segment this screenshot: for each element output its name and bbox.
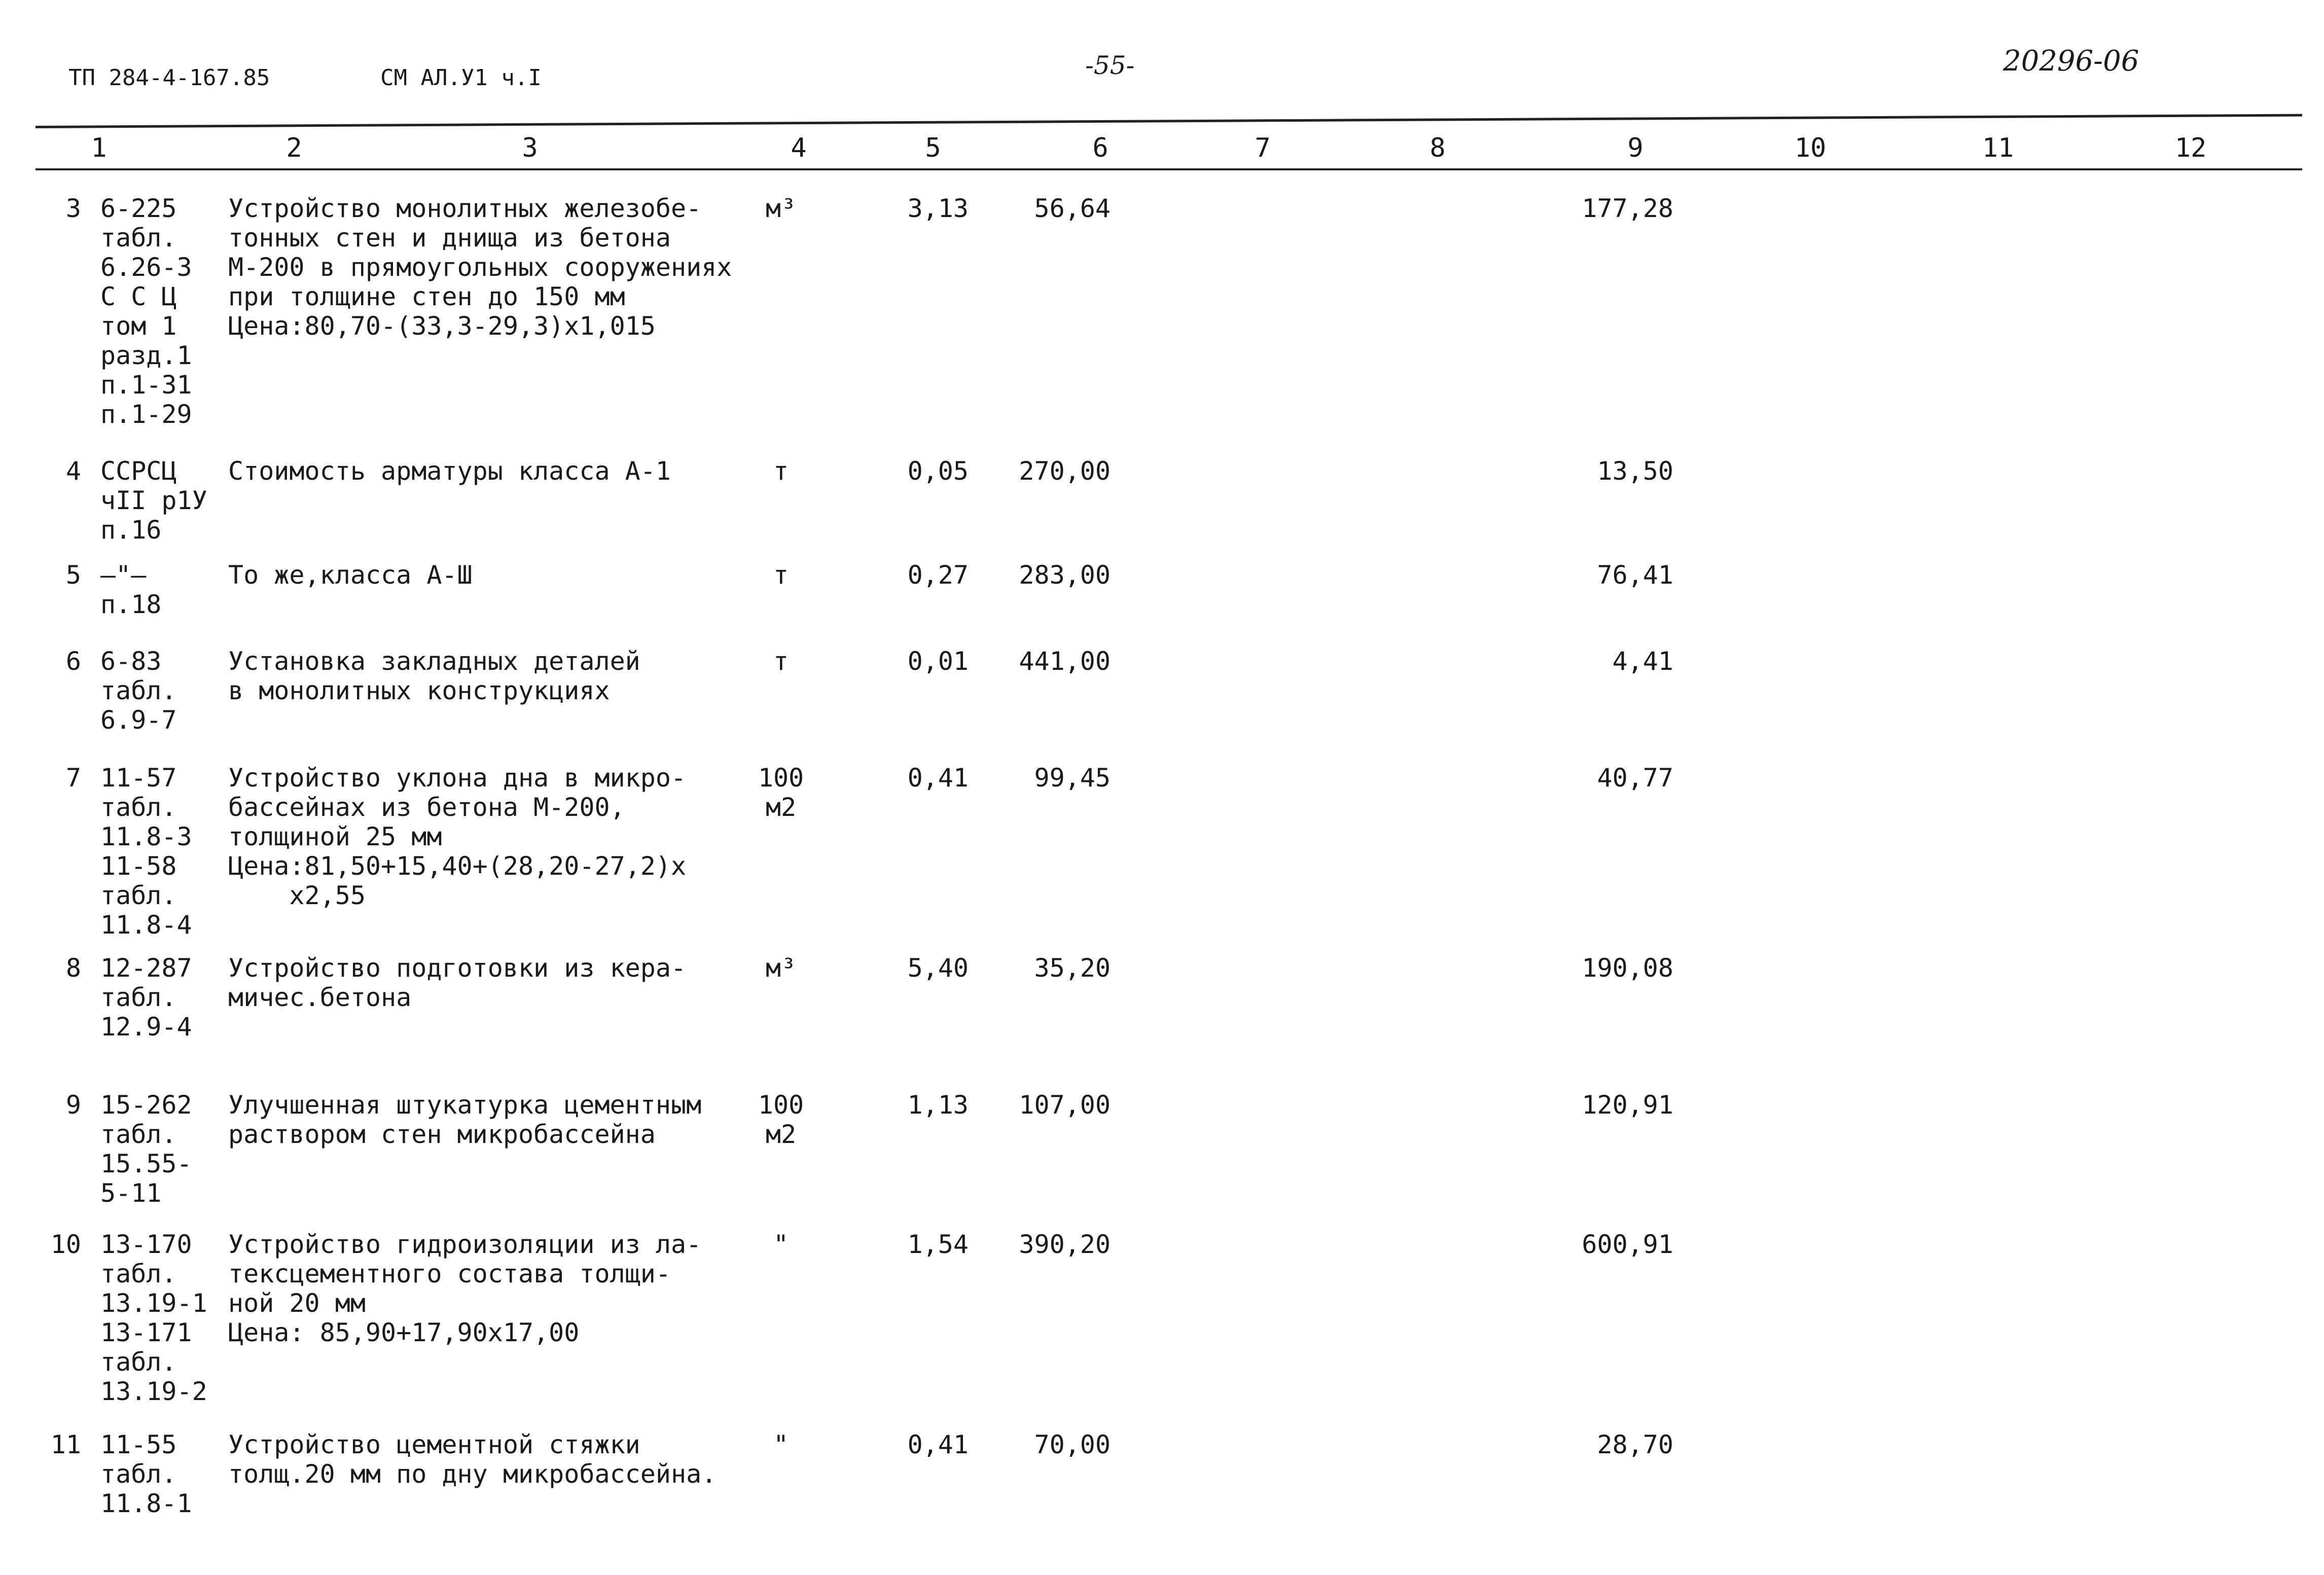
row-number: 10 (50, 1230, 81, 1259)
total-cost: 76,41 (1597, 560, 1673, 590)
rate-code-line: 11.8-3 (100, 822, 192, 851)
total-cost: 13,50 (1597, 456, 1673, 486)
rate-code-line: табл. (100, 793, 177, 822)
unit-price: 35,20 (1034, 953, 1111, 983)
total-cost: 120,91 (1582, 1090, 1673, 1120)
rate-code-line: 12.9-4 (100, 1012, 192, 1042)
row-number: 7 (65, 763, 81, 793)
rate-code (100, 647, 247, 735)
quantity: 5,40 (907, 953, 969, 983)
work-description-line: То же,класса А-Ш (228, 560, 473, 590)
rate-code-line: разд.1 (100, 341, 192, 370)
rate-code-line: п.1-31 (100, 370, 192, 400)
work-description-line: при толщине стен до 150 мм (228, 282, 625, 311)
column-number-12: 12 (2174, 133, 2207, 163)
rate-code-line: 13.19-2 (100, 1377, 207, 1406)
rate-code-line: том 1 (100, 311, 177, 341)
rate-code-line: 6-83 (100, 647, 162, 676)
rate-code-line: п.1-29 (100, 400, 192, 429)
unit: т (773, 647, 789, 676)
total-cost: 40,77 (1597, 763, 1673, 793)
row-number: 11 (50, 1430, 81, 1459)
rate-code (100, 953, 247, 1042)
total-cost: 177,28 (1582, 194, 1673, 223)
work-description (228, 194, 786, 341)
work-description (228, 647, 786, 705)
rate-code-line: 11.8-4 (100, 910, 192, 940)
header-rule-bottom (35, 168, 2302, 170)
rate-code-line: п.16 (100, 515, 162, 545)
rate-code-line: 11-57 (100, 763, 177, 793)
work-description (228, 1090, 786, 1149)
rate-code (100, 456, 247, 545)
rate-code-line: С С Ц (100, 282, 177, 311)
rate-code-line: 11-55 (100, 1430, 177, 1459)
quantity: 0,05 (907, 456, 969, 486)
work-description-line: Цена: 85,90+17,90x17,00 (228, 1318, 580, 1347)
work-description (228, 763, 786, 910)
work-description-line: Устройство уклона дна в микро- (228, 763, 687, 793)
quantity: 0,41 (907, 763, 969, 793)
unit: 100 м2 (758, 1090, 804, 1149)
column-number-1: 1 (91, 133, 107, 163)
quantity: 0,27 (907, 560, 969, 590)
work-description-line: Установка закладных деталей (228, 647, 640, 676)
rate-code-line: 5-11 (100, 1178, 162, 1208)
doc-code: ТП 284-4-167.85 (68, 65, 270, 91)
rate-code-line: табл. (100, 1347, 177, 1377)
rate-code (100, 1090, 247, 1208)
column-number-6: 6 (1092, 133, 1109, 163)
rate-code-line: 11-58 (100, 851, 177, 881)
rate-code-line: табл. (100, 1259, 177, 1288)
rate-code-line: 13-171 (100, 1318, 192, 1347)
quantity: 0,41 (907, 1430, 969, 1459)
unit: т (773, 560, 789, 590)
row-number: 4 (65, 456, 81, 486)
column-number-9: 9 (1627, 133, 1643, 163)
column-number-11: 11 (1982, 133, 2014, 163)
column-number-5: 5 (925, 133, 941, 163)
work-description-line: Устройство гидроизоляции из ла- (228, 1230, 702, 1259)
rate-code-line: п.18 (100, 590, 162, 619)
total-cost: 4,41 (1612, 647, 1673, 676)
unit: м³ (765, 953, 797, 983)
rate-code-line: 6.26-3 (100, 253, 192, 282)
work-description-line: тексцементного состава толщи- (228, 1259, 671, 1288)
row-number: 5 (65, 560, 81, 590)
work-description (228, 953, 786, 1012)
rate-code-line: 6-225 (100, 194, 177, 223)
rate-code (100, 194, 247, 429)
work-description (228, 560, 786, 590)
rate-code-line: 15.55- (100, 1149, 192, 1178)
column-number-4: 4 (791, 133, 807, 163)
column-number-3: 3 (522, 133, 538, 163)
rate-code-line: 15-262 (100, 1090, 192, 1120)
column-number-10: 10 (1794, 133, 1827, 163)
unit-price: 70,00 (1034, 1430, 1111, 1459)
work-description-line: Устройство монолитных железобе- (228, 194, 702, 223)
work-description-line: Цена:81,50+15,40+(28,20-27,2)x (228, 851, 687, 881)
unit: " (773, 1230, 789, 1259)
work-description (228, 1230, 786, 1347)
rate-code-line: —"— (100, 560, 147, 590)
rate-code (100, 1430, 247, 1518)
rate-code-line: чII р1У (100, 486, 207, 515)
work-description-line: толщиной 25 мм (228, 822, 442, 851)
header-rule-top (35, 114, 2302, 128)
rate-code-line: табл. (100, 1120, 177, 1149)
work-description-line: ной 20 мм (228, 1288, 366, 1318)
work-description-line: М-200 в прямоугольных сооружениях (228, 253, 732, 282)
total-cost: 28,70 (1597, 1430, 1673, 1459)
rate-code-line: ССРСЦ (100, 456, 177, 486)
unit: " (773, 1430, 789, 1459)
quantity: 0,01 (907, 647, 969, 676)
row-number: 6 (65, 647, 81, 676)
work-description-line: мичес.бетона (228, 983, 412, 1012)
rate-code-line: табл. (100, 676, 177, 705)
rate-code-line: 13-170 (100, 1230, 192, 1259)
row-number: 3 (65, 194, 81, 223)
rate-code-line: табл. (100, 1459, 177, 1489)
rate-code-line: 6.9-7 (100, 705, 177, 735)
work-description-line: тонных стен и днища из бетона (228, 223, 671, 253)
unit-price: 441,00 (1019, 647, 1111, 676)
work-description-line: толщ.20 мм по дну микробассейна. (228, 1459, 717, 1489)
work-description-line: Улучшенная штукатурка цементным (228, 1090, 702, 1120)
work-description-line: в монолитных конструкциях (228, 676, 610, 705)
work-description-line: Стоимость арматуры класса А-1 (228, 456, 671, 486)
unit-price: 270,00 (1019, 456, 1111, 486)
total-cost: 190,08 (1582, 953, 1673, 983)
rate-code (100, 763, 247, 940)
rate-code (100, 560, 247, 619)
unit-price: 283,00 (1019, 560, 1111, 590)
rate-code-line: 13.19-1 (100, 1288, 207, 1318)
work-description-line: Устройство подготовки из кера- (228, 953, 687, 983)
archive-number: 20296-06 (2003, 45, 2139, 78)
work-description-line: Устройство цементной стяжки (228, 1430, 640, 1459)
row-number: 8 (65, 953, 81, 983)
column-number-7: 7 (1255, 133, 1271, 163)
work-description (228, 1430, 786, 1489)
work-description-line: раствором стен микробассейна (228, 1120, 656, 1149)
total-cost: 600,91 (1582, 1230, 1673, 1259)
column-number-2: 2 (286, 133, 302, 163)
page-number: -55- (1085, 51, 1135, 80)
quantity: 1,54 (907, 1230, 969, 1259)
rate-code-line: табл. (100, 881, 177, 910)
sheet-label: СМ АЛ.У1 ч.I (380, 65, 542, 91)
unit-price: 99,45 (1034, 763, 1111, 793)
rate-code-line: табл. (100, 983, 177, 1012)
work-description (228, 456, 786, 486)
unit: м³ (765, 194, 797, 223)
work-description-line: x2,55 (228, 881, 366, 910)
rate-code-line: 11.8-1 (100, 1489, 192, 1518)
work-description-line: бассейнах из бетона М-200, (228, 793, 625, 822)
unit: 100 м2 (758, 763, 804, 822)
rate-code-line: 12-287 (100, 953, 192, 983)
unit-price: 107,00 (1019, 1090, 1111, 1120)
quantity: 3,13 (907, 194, 969, 223)
row-number: 9 (65, 1090, 81, 1120)
column-number-8: 8 (1429, 133, 1446, 163)
unit-price: 390,20 (1019, 1230, 1111, 1259)
work-description-line: Цена:80,70-(33,3-29,3)x1,015 (228, 311, 656, 341)
quantity: 1,13 (907, 1090, 969, 1120)
unit-price: 56,64 (1034, 194, 1111, 223)
rate-code (100, 1230, 247, 1406)
rate-code-line: табл. (100, 223, 177, 253)
unit: т (773, 456, 789, 486)
